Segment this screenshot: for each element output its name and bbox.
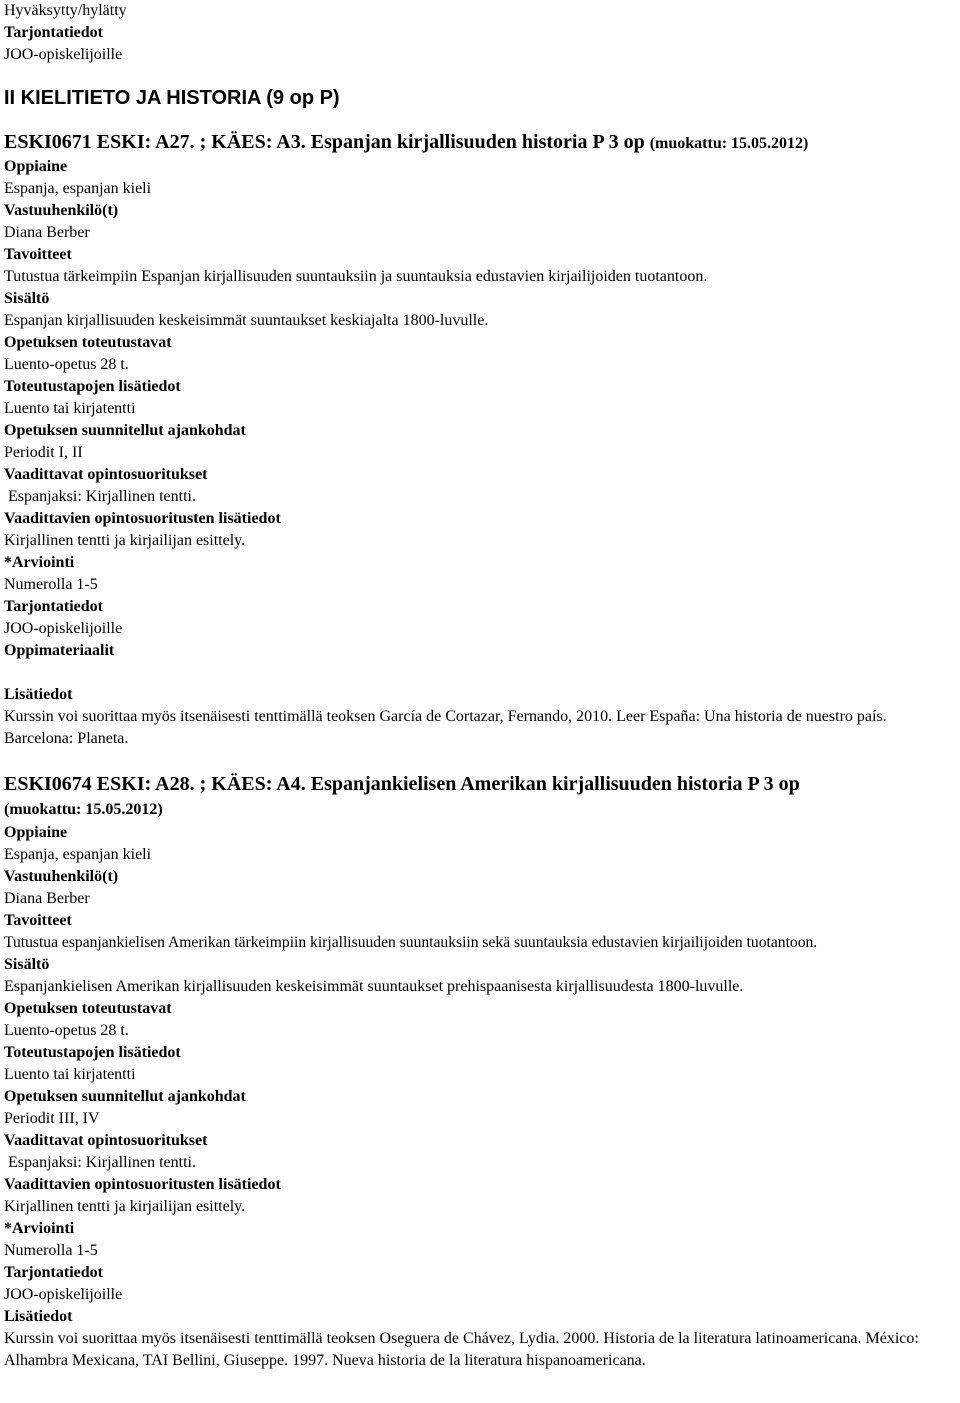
label-assessment: *Arviointi (4, 554, 75, 571)
label-schedule: Opetuksen suunnitellut ajankohdat (4, 1088, 246, 1105)
value-goals: Tutustua tärkeimpiin Espanjan kirjallisuuden suuntauksiin ja suuntauksia edustavien kirjailijoiden tuotantoon. (4, 268, 708, 285)
offering-value: JOO-opiskelijoille (4, 46, 123, 63)
value-goals: Tutustua espanjankielisen Amerikan tärkeimpiin kirjallisuuden suuntauksiin sekä suuntauksia edustavien kirjailijoiden tuotantoon. (4, 934, 818, 951)
value-teaching-methods: Luento-opetus 28 t. (4, 1022, 129, 1039)
label-offering: Tarjontatiedot (4, 598, 103, 615)
label-requirements: Vaadittavat opintosuoritukset (4, 466, 208, 483)
label-offering: Tarjontatiedot (4, 1264, 103, 1281)
modified-date: (muokattu: 15.05.2012) (649, 135, 809, 152)
section-title: II KIELITIETO JA HISTORIA (9 op P) (4, 87, 340, 109)
label-requirements: Vaadittavat opintosuoritukset (4, 1132, 208, 1149)
label-content: Sisältö (4, 956, 50, 973)
value-offering: JOO-opiskelijoille (4, 1286, 123, 1303)
value-requirements: Espanjaksi: Kirjallinen tentti. (4, 488, 196, 505)
label-content: Sisältö (4, 290, 50, 307)
value-requirement-details: Kirjallinen tentti ja kirjailijan esittely. (4, 532, 246, 549)
label-schedule: Opetuksen suunnitellut ajankohdat (4, 422, 246, 439)
value-schedule: Periodit I, II (4, 444, 83, 461)
label-requirement-details: Vaadittavien opintosuoritusten lisätiedot (4, 510, 281, 527)
value-content: Espanjankielisen Amerikan kirjallisuuden keskeisimmät suuntaukset prehispaanisesta kirjallisuudesta 1800-luvulle. (4, 978, 744, 995)
label-teaching-methods: Opetuksen toteutustavat (4, 334, 172, 351)
value-subject: Espanja, espanjan kieli (4, 846, 152, 863)
label-additional-info: Lisätiedot (4, 1308, 73, 1325)
course-heading: ESKI0671 ESKI: A27. ; KÄES: A3. Espanjan kirjallisuuden historia P 3 op (4, 131, 645, 153)
value-additional-info: Kurssin voi suorittaa myös itsenäisesti tenttimällä teoksen García de Cortazar, Fernando, 2010. Leer España: Una historia de nuestro país. Barcelona: Planeta. (4, 708, 887, 747)
value-teaching-methods: Luento-opetus 28 t. (4, 356, 129, 373)
label-responsible: Vastuuhenkilö(t) (4, 202, 119, 219)
label-subject: Oppiaine (4, 824, 68, 841)
offering-label: Tarjontatiedot (4, 24, 103, 41)
value-method-details: Luento tai kirjatentti (4, 1066, 136, 1083)
label-responsible: Vastuuhenkilö(t) (4, 868, 119, 885)
course-separator (4, 750, 956, 772)
value-requirement-details: Kirjallinen tentti ja kirjailijan esittely. (4, 1198, 246, 1215)
value-assessment: Numerolla 1-5 (4, 576, 98, 593)
modified-date: (muokattu: 15.05.2012) (4, 801, 163, 818)
label-method-details: Toteutustapojen lisätiedot (4, 378, 181, 395)
label-teaching-methods: Opetuksen toteutustavat (4, 1000, 172, 1017)
label-goals: Tavoitteet (4, 246, 72, 263)
value-method-details: Luento tai kirjatentti (4, 400, 136, 417)
label-assessment: *Arviointi (4, 1220, 75, 1237)
course-title (4, 772, 956, 822)
value-additional-info: Kurssin voi suorittaa myös itsenäisesti tenttimällä teoksen Oseguera de Chávez, Lydia. 2000. Historia de la literatura latinoamericana. México: Alhambra Mexicana, TAI Bellini, Giuseppe. 1997. Nueva historia de la literatura hispanoamericana. (4, 1330, 919, 1369)
value-schedule: Periodit III, IV (4, 1110, 100, 1127)
value-requirements: Espanjaksi: Kirjallinen tentti. (4, 1154, 196, 1171)
value-responsible: Diana Berber (4, 224, 90, 241)
empty-materials (4, 662, 956, 684)
course-ESKI0671 (4, 130, 956, 750)
value-assessment: Numerolla 1-5 (4, 1242, 98, 1259)
value-content: Espanjan kirjallisuuden keskeisimmät suuntaukset keskiajalta 1800-luvulle. (4, 312, 489, 329)
value-responsible: Diana Berber (4, 890, 90, 907)
grading-line: Hyväksytty/hylätty (4, 2, 127, 19)
course-ESKI0674 (4, 772, 956, 1372)
label-requirement-details: Vaadittavien opintosuoritusten lisätiedot (4, 1176, 281, 1193)
label-materials: Oppimateriaalit (4, 642, 115, 659)
label-goals: Tavoitteet (4, 912, 72, 929)
value-offering: JOO-opiskelijoille (4, 620, 123, 637)
label-subject: Oppiaine (4, 158, 68, 175)
course-heading: ESKI0674 ESKI: A28. ; KÄES: A4. Espanjankielisen Amerikan kirjallisuuden historia P 3 op (4, 773, 800, 795)
course-title (4, 130, 956, 156)
document-page (4, 0, 956, 1372)
label-additional-info: Lisätiedot (4, 686, 73, 703)
value-subject: Espanja, espanjan kieli (4, 180, 152, 197)
label-method-details: Toteutustapojen lisätiedot (4, 1044, 181, 1061)
